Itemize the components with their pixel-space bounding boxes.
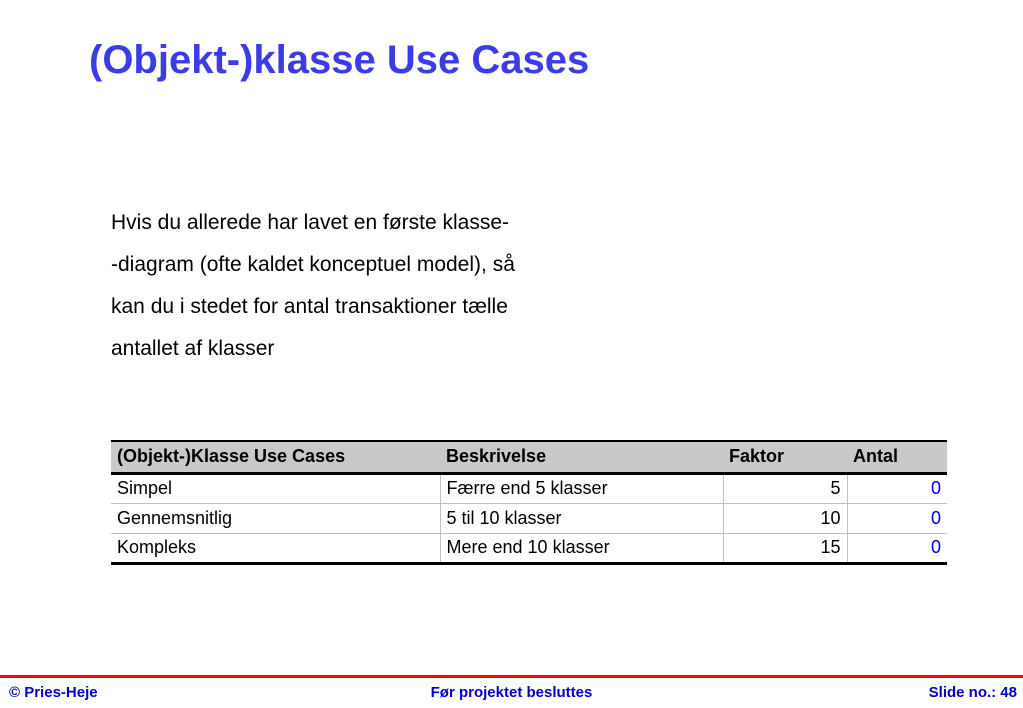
body-line: kan du i stedet for antal transaktioner tælle [111,295,508,318]
cell-type: Gennemsnitlig [111,503,440,533]
footer-divider [0,675,1023,678]
body-line: antallet af klasser [111,337,275,360]
cell-type: Kompleks [111,533,440,563]
table-row [111,473,947,503]
slide-title: (Objekt-)klasse Use Cases [89,38,590,82]
cell-factor: 5 [723,473,847,503]
cell-factor: 15 [723,533,847,563]
table-row [111,503,947,533]
body-line: Hvis du allerede har lavet en første klasse- [111,211,510,234]
cell-description: 5 til 10 klasser [440,503,723,533]
footer-section-title: Før projektet besluttes [430,684,593,701]
header-use-cases: (Objekt-)Klasse Use Cases [111,441,440,473]
body-paragraph [111,202,515,370]
cell-type: Simpel [111,473,440,503]
header-antal: Antal [847,441,947,473]
body-line: -diagram (ofte kaldet konceptuel model), så [111,253,515,276]
cell-description: Mere end 10 klasser [440,533,723,563]
cell-description: Færre end 5 klasser [440,473,723,503]
cell-count[interactable]: 0 [847,503,947,533]
cell-count[interactable]: 0 [847,533,947,563]
cell-count[interactable]: 0 [847,473,947,503]
table-row [111,533,947,563]
footer-copyright: © Pries-Heje [9,684,98,701]
table-header-row [111,441,947,473]
header-faktor: Faktor [723,441,847,473]
footer-slide-number: Slide no.: 48 [928,684,1017,701]
cell-factor: 10 [723,503,847,533]
class-use-cases-table [111,440,947,565]
header-beskrivelse: Beskrivelse [440,441,723,473]
